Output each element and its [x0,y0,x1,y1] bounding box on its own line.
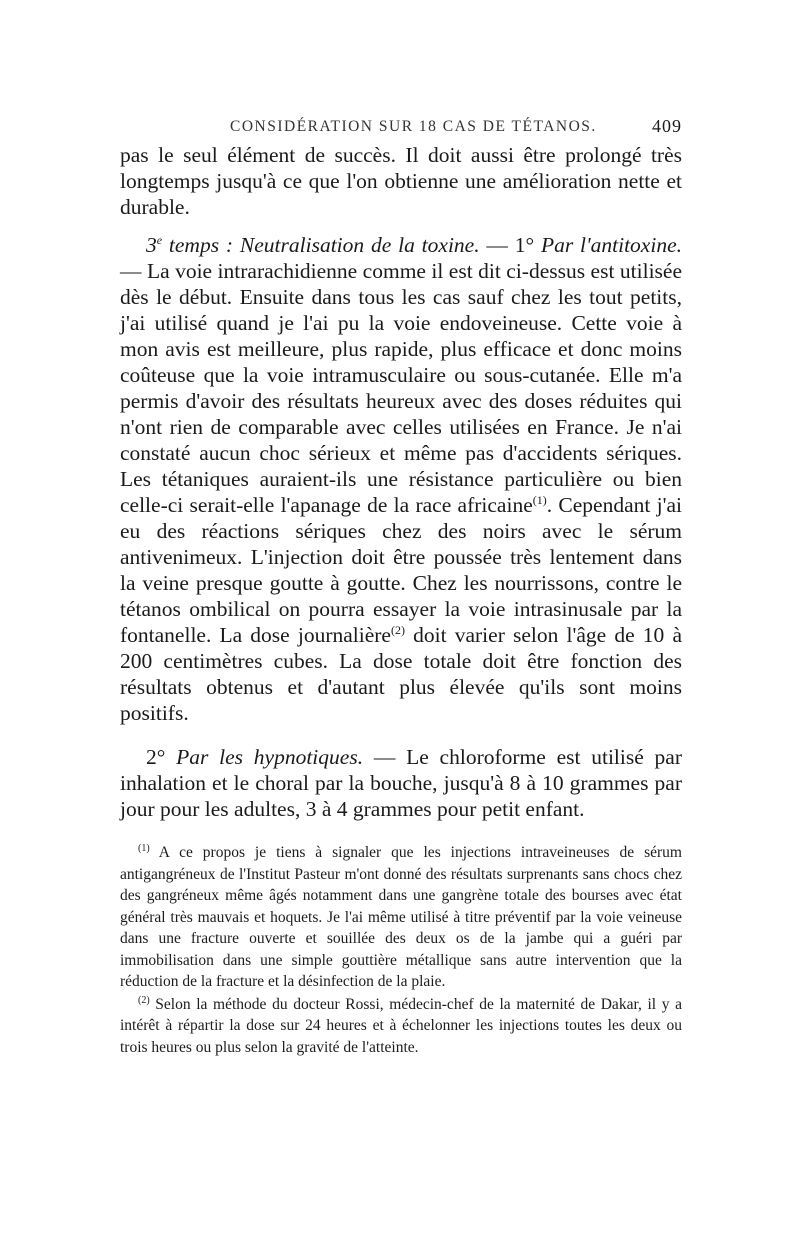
main-text [120,142,682,822]
page-number: 409 [652,116,682,136]
section-heading-number: 3 [146,233,157,257]
footnote-ref-1[interactable]: (1) [532,493,547,507]
footnote-1 [120,842,682,993]
footnote-mark: (2) [138,994,150,1006]
section-heading-title: temps : Neutralisation de la toxine. [162,233,480,257]
footnote-text: Selon la méthode du docteur Rossi, médecin-chef de la maternité de Dakar, il y a intérêt à répartir la dose sur 24 heures et à échelonner les injections toutes les deux ou trois heures ou plus selon la gravité de l'atteinte. [120,995,682,1056]
heading-dash: — 1° [479,233,541,257]
paragraph-text: . Cependant j'ai eu des réactions sériques chez des noirs avec le sérum antivenimeux. L'injection doit être poussée très lentement dans la veine presque goutte à goutte. Chez les nourrissons, contre le tétanos ombilical on pourra essayer la voie intrasinusale par la fontanelle. La dose journalière [120,493,682,647]
footnotes [120,842,682,1058]
heading-dash: — [120,259,147,283]
paragraph-hypnotiques [120,744,682,822]
footnote-text: A ce propos je tiens à signaler que les injections intraveineuses de sérum antigangréneux de l'Institut Pasteur m'ont donné des résultats surprenants sans chocs chez des gangréneux même âgés notamment dans une gangrène totale des bourses avec état général très mauvais et hoquets. Je l'ai même utilisé à titre préventif par la voie veineuse dans une fracture ouverte et souillée des deux os de la jambe qui a guéri par immobilisation dans une simple gouttière métallique sans autre intervention que la réduction de la fracture et la désinfection de la plaie. [120,844,682,990]
paragraph-1: pas le seul élément de succès. Il doit aussi être prolongé très longtemps jusqu'à ce que l'on obtienne une amélioration nette et durable. [120,143,682,219]
paragraph-text: — Le chloroforme est utilisé par inhalation et le choral par la bouche, jusqu'à 8 à 10 grammes par jour pour les adultes, 3 à 4 grammes pour petit enfant. [120,745,682,821]
subheading-hypnotiques: Par les hypnotiques. [176,745,364,769]
subheading-antitoxine: Par l'antitoxine. [540,233,682,257]
footnote-mark: (1) [138,843,150,854]
page-header [120,112,682,142]
footnote-ref-2[interactable]: (2) [390,623,405,637]
footnote-2 [120,994,682,1059]
paragraph-text: La voie intrarachidienne comme il est dit ci-dessus est utilisée dès le début. Ensuite dans tous les cas sauf chez les tout petits, j'ai utilisé quand je l'ai pu la voie endoveineuse. Cette voie à mon avis est meilleure, plus rapide, plus efficace et donc moins coûteuse que la voie intramusculaire ou sous-cutanée. Elle m'a permis d'avoir des résultats heureux avec des doses réduites qui n'ont rien de comparable avec celles utilisées en France. Je n'ai constaté aucun choc sérieux et même pas d'accidents sériques. Les tétaniques auraient-ils une résistance particulière ou bien celle-ci serait-elle l'apanage de la race africaine [120,259,682,517]
item-number: 2° [146,745,177,769]
paragraph-text: doit varier selon l'âge de 10 à 200 centimètres cubes. La dose totale doit être fonction des résultats obtenus et d'autant plus élevée qu'ils sont moins positifs. [120,623,682,725]
book-page [120,112,682,1059]
running-title: CONSIDÉRATION SUR 18 CAS DE TÉTANOS. [230,118,597,135]
paragraph-antitoxine [120,232,682,726]
section-heading-sup: e [156,233,163,247]
